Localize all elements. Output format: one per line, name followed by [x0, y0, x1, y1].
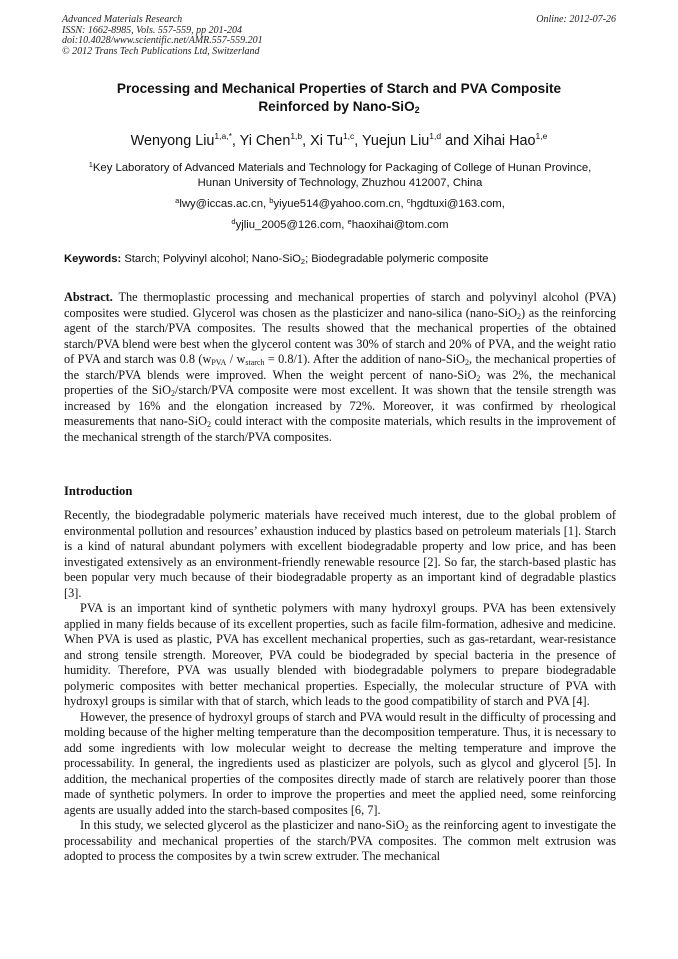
- email-line-2: [62, 214, 618, 233]
- author: Xihai Hao$^{1,e}$: [473, 131, 548, 149]
- author-email[interactable]: $^e$haoxihai@tom.com: [347, 217, 449, 231]
- journal-name: Advanced Materials Research: [62, 14, 183, 25]
- affiliation: [62, 157, 618, 191]
- paper-title: [64, 80, 614, 119]
- email-line-1: [62, 193, 618, 212]
- author-email[interactable]: $^a$lwy@iccas.ac.cn,: [175, 196, 270, 210]
- paragraph: Recently, the biodegradable polymeric materials have received much interest, due to the global problem of environmental pollution and resources’ exhaustion induced by plastics based on petroleum materials [1]. Starch is a kind of natural abundant polymers with excellent biodegradable property and low price, and has been investigated extensively as an environment-friendly renewable resource [2]. So far, the starch-based plastic has been popular very much because of their biodegradable property as an important kind of degradable plastics [3].: [64, 508, 616, 600]
- author-email[interactable]: $^d$yjliu_2005@126.com,: [231, 217, 348, 231]
- title-line-1: Processing and Mechanical Properties of Starch and PVA Composite: [116, 81, 562, 96]
- author: Yuejun Liu$^{1,d}$ and: [362, 131, 474, 149]
- copyright-line: © 2012 Trans Tech Publications Ltd, Switzerland: [62, 45, 260, 57]
- author: Wenyong Liu$^{1,a,*}$,: [130, 131, 240, 149]
- author-email[interactable]: $^c$hgdtuxi@163.com,: [406, 196, 505, 210]
- author: Yi Chen$^{1,b}$,: [239, 131, 311, 149]
- author-list: [40, 127, 638, 150]
- journal-header: [62, 15, 616, 57]
- doi-line[interactable]: doi:10.4028/www.scientific.net/AMR.557-559.201: [62, 35, 263, 46]
- title-line-2: Reinforced by Nano-SiO$_2$: [258, 99, 420, 115]
- paragraph: In this study, we selected glycerol as the plasticizer and nano-SiO$_2$ as the reinforcing agent to investigate the processability and mechanical properties of the starch/PVA composites. The common melt extrusion was adopted to process the composites by a twin screw extruder. The mechanical: [64, 818, 616, 863]
- abstract: Abstract. The thermoplastic processing and mechanical properties of starch and polyvinyl alcohol (PVA) composites were studied. Glycerol was chosen as the plasticizer and nano-silica (nano-SiO$_2$) as the reinforcing agent of the starch/PVA composites. The results showed that the mechanical properties of the obtained starch/PVA blend were best when the glycerol content was 30% of starch and 20% of PVA, and the weight ratio of PVA and starch was 0.8 $(w_{PVA} / w_{starch} = 0.8/1)$. After the addition of nano-SiO$_2$, the mechanical properties of the starch/PVA blends were improved. When the weight percent of nano-SiO$_2$ was 2%, the mechanical properties of the SiO$_2$/starch/PVA composite were most excellent. It was shown that the tensile strength was increased by 16% and the elongation increased by 72%. Moreover, it was confirmed by rheological measurements that nano-SiO$_2$ could interact with the composite materials, which results in the improvement of the mechanical strength of the starch/PVA composites.: [64, 290, 616, 444]
- section-heading-introduction: Introduction: [64, 484, 133, 498]
- keywords-label: Keywords:: [64, 253, 122, 265]
- keywords: Keywords: Starch; Polyvinyl alcohol; Nano-SiO$_2$; Biodegradable polymeric composite: [64, 253, 489, 266]
- introduction-body: [64, 508, 616, 865]
- author: Xi Tu$^{1,c}$,: [310, 131, 363, 149]
- issn-line: ISSN: 1662-8985, Vols. 557-559, pp 201-204: [62, 24, 242, 36]
- paragraph: However, the presence of hydroxyl groups of starch and PVA would result in the difficulty of processing and molding because of the higher melting temperature than the decomposition temperature. Thus, it is necessary to add some ingredients with low molecular weight to decrease the melting temperature and improve the processability. In general, the ingredients used as plasticizer are polyols, such as glycol and glycerol [5]. In addition, the mechanical properties of the composites directly made of starch are relatively poorer than those made of synthetic polymers. In order to improve the properties and meet the applied need, some reinforcing agents are usually added into the starch-based composites [6, 7].: [64, 709, 616, 817]
- affiliation-line-1: $^1$Key Laboratory of Advanced Materials and Technology for Packaging of College of Hunan Province,: [88, 160, 592, 174]
- affiliation-line-2: Hunan University of Technology, Zhuzhou 412007, China: [197, 177, 483, 189]
- abstract-label: Abstract.: [64, 290, 113, 304]
- paragraph: PVA is an important kind of synthetic polymers with many hydroxyl groups. PVA has been extensively applied in many fields because of its excellent properties, such as facile film-formation, adhesive and medicine. When PVA is used as plastic, PVA has excellent mechanical properties, such as gas-retardant, wear-resistance and strong tensile strength. Moreover, PVA could be biodegraded by special bacteria in the presence of humidity. Therefore, PVA was usually blended with biodegradable polymers to prepare biodegradable polymeric composites with better mechanical properties. Especially, the molecular structure of PVA with hydroxyl groups is similar with that of starch, which leads to the good compatibility of starch and PVA [4].: [64, 601, 616, 708]
- online-date: Online: 2012-07-26: [536, 14, 616, 25]
- author-email[interactable]: $^b$yiyue514@yahoo.com.cn,: [269, 196, 407, 210]
